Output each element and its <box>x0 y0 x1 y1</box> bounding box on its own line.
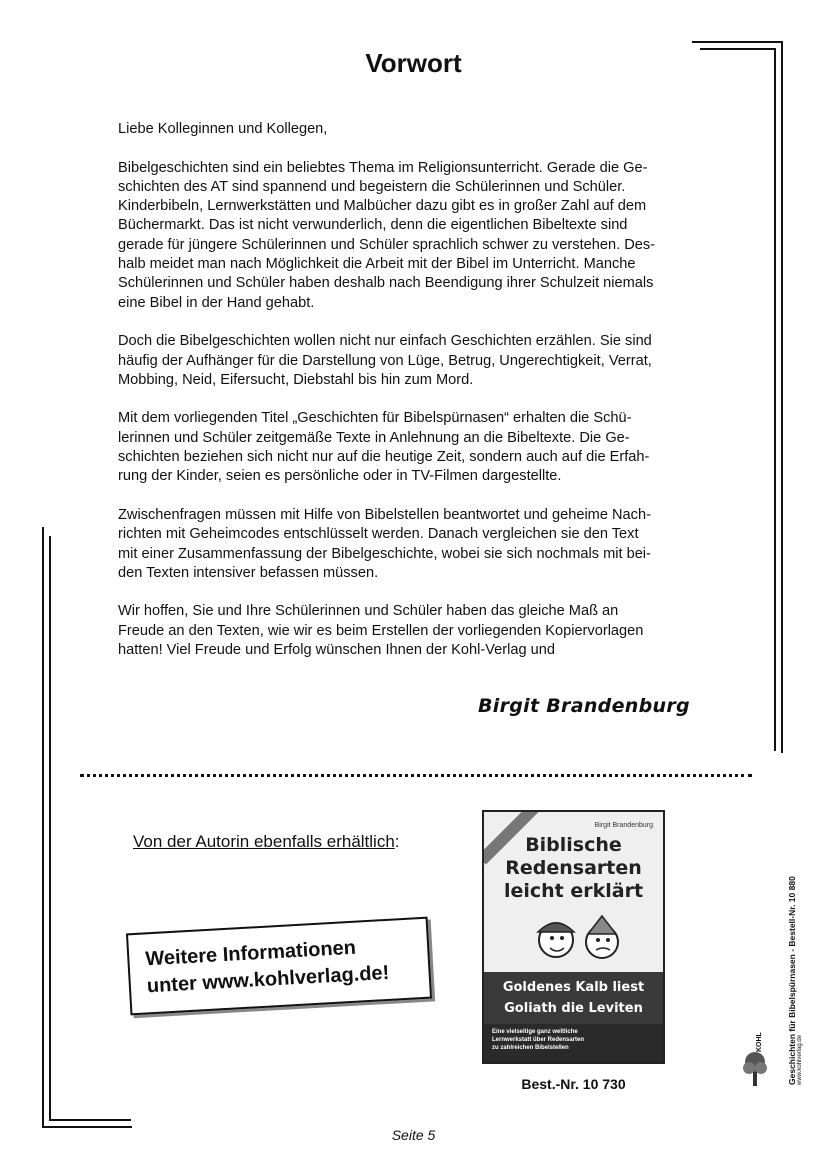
side-series-info: Geschichten für Bibelspürnasen - Bestell-Nr. 10 880 <box>787 876 797 1085</box>
paragraph-3: Mit dem vorliegenden Titel „Geschichten für Bibelspürnasen“ erhalten die Schü- lerinnen und Schüler zeitgemäße Texte in Anlehnung an die Bibeltexte. Die Ge- schichten beziehen sich nicht nur auf die heutige Zeit, sondern auch auf die Erfah- rung der Kinder, seien es persönliche oder in TV-Filmen dargestellte. <box>118 410 650 485</box>
also-available-heading <box>133 832 400 852</box>
frame-right-line-outer <box>781 41 783 753</box>
foreword-body <box>118 120 708 680</box>
frame-left-line-inner <box>49 536 51 1120</box>
frame-top-line-outer <box>692 41 782 43</box>
paragraph-4: Zwischenfragen müssen mit Hilfe von Bibelstellen beantwortet und geheime Nach- richten mit Geheimcodes entschlüsselt werden. Danach vergleichen sie den Text mit einer Zusammenfassung der Bibelgeschichte, wobei sie sich nochmals mit bei- den Texten intensiver befassen müssen. <box>118 506 651 581</box>
also-available-label: Von der Autorin ebenfalls erhältlich <box>133 832 395 851</box>
also-available-colon: : <box>394 832 400 851</box>
frame-left-line-outer <box>42 527 44 1128</box>
greeting: Liebe Kolleginnen und Kollegen, <box>118 121 328 137</box>
info-box <box>126 917 432 1016</box>
info-line-2: unter www.kohlverlag.de! <box>146 961 390 998</box>
order-number: Best.-Nr. 10 730 <box>521 1076 626 1092</box>
cover-subtitle: Goldenes Kalb liest Goliath die Leviten <box>484 972 663 1024</box>
page-number: Seite 5 <box>391 1127 436 1143</box>
paragraph-2: Doch die Bibelgeschichten wollen nicht nur einfach Geschichten erzählen. Sie sind häufig der Aufhänger für die Darstellung von Lüge, Betrug, Ungerechtigkeit, Verrat, Mobbing, Neid, Eifersucht, Diebstahl bis hin zum Mord. <box>118 333 652 388</box>
cover-illustration-icon <box>512 908 642 968</box>
book-cover <box>482 810 665 1064</box>
signature: Birgit Brandenburg <box>478 695 690 717</box>
page-title: Vorwort <box>365 48 462 78</box>
paragraph-1: Bibelgeschichten sind ein beliebtes Thema im Religionsunterricht. Gerade die Ge- schichten des AT sind spannend und begeistern die Schülerinnen und Schüler. Kinderbibeln, Lernwerkstätten und Malbücher dazu gibt es in großer Zahl auf dem Büchermarkt. Das ist nicht verwunderlich, denn die eigentlichen Bibeltexte sind gerade für jüngere Schülerinnen und Schüler sprachlich schwer zu verstehen. Des- halb meidet man nach Möglichkeit die Arbeit mit der Bibel im Unterricht. Manche Schülerinnen und Schüler haben deshalb nach Beendigung ihrer Schulzeit niemals eine Bibel in der Hand gehabt. <box>118 159 656 311</box>
frame-right-line-inner <box>774 48 776 751</box>
paragraph-5: Wir hoffen, Sie und Ihre Schülerinnen und Schüler haben das gleiche Maß an Freude an den Texten, wie wir es beim Erstellen der vorliegenden Kopiervorlagen hatten! Viel Freude und Erfolg wünschen Ihnen der Kohl-Verlag und <box>118 603 644 659</box>
cover-author: Birgit Brandenburg <box>594 822 653 829</box>
cover-title: Biblische Redensarten leicht erklärt <box>503 834 644 902</box>
publisher-logo <box>742 1030 768 1088</box>
dotted-divider <box>80 774 752 777</box>
side-publisher-url: www.kohlverlag.de <box>797 1034 803 1085</box>
tree-logo-icon <box>742 1048 768 1088</box>
info-line-1: Weitere Informationen <box>144 936 357 971</box>
cover-description: Eine vielseitige ganz weltliche Lernwerkstatt über Redensarten zu zahlreichen Bibelstellen <box>492 1029 585 1051</box>
frame-bottom-line-inner <box>49 1119 131 1121</box>
publisher-name: KOHL <box>756 1032 763 1052</box>
